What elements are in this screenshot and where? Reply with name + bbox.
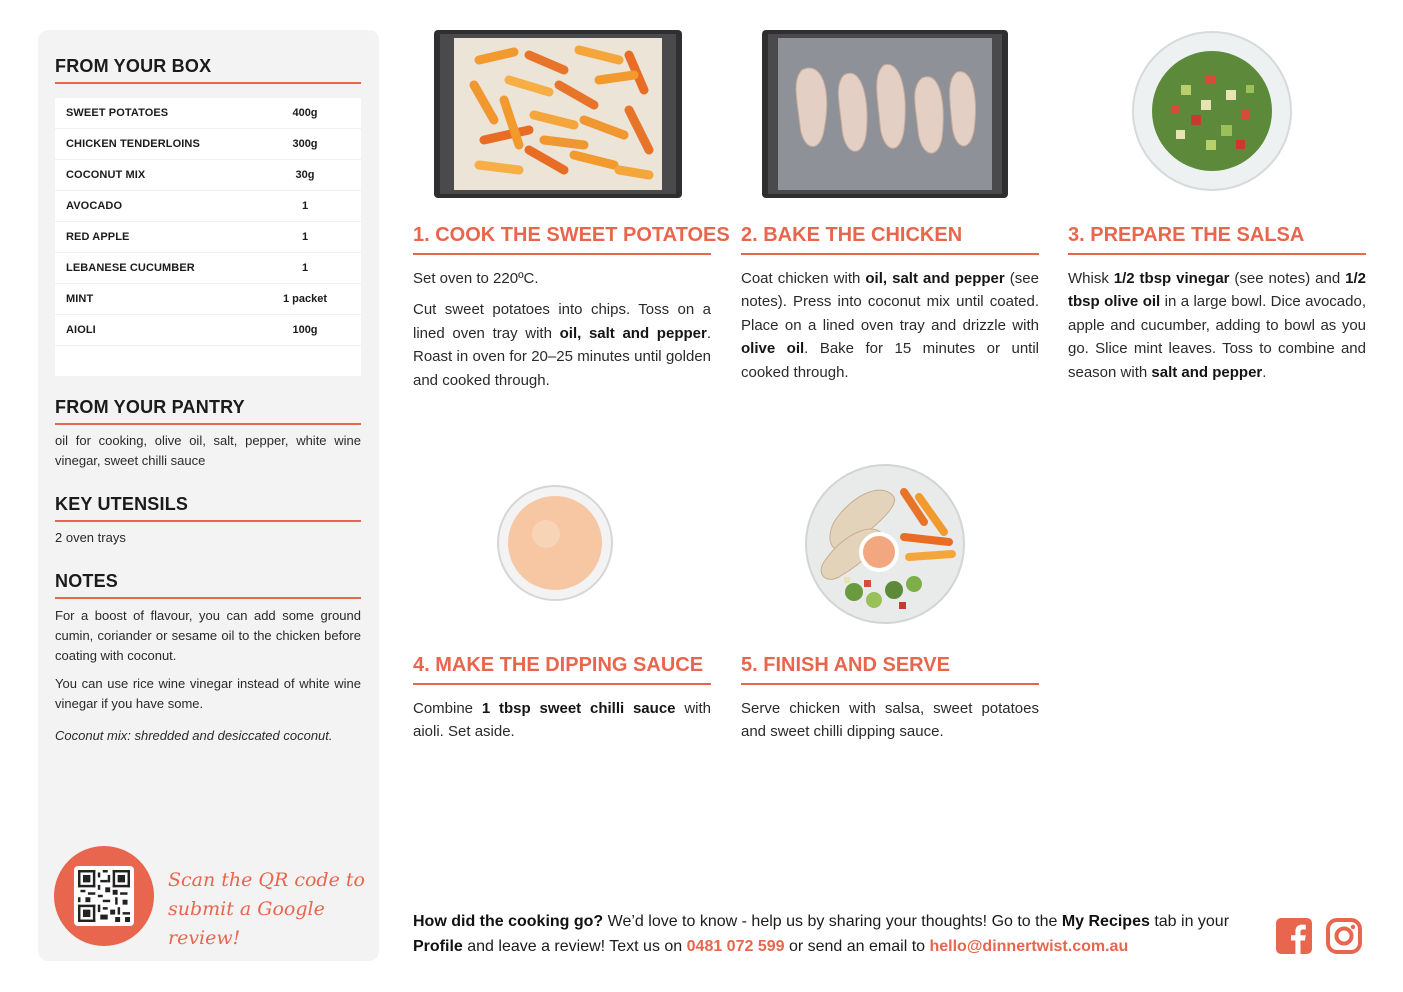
finished-plate-photo <box>804 462 966 626</box>
from-your-pantry-title: FROM YOUR PANTRY <box>55 397 245 417</box>
ingredient-name: LEBANESE CUCUMBER <box>66 262 195 274</box>
step-1-title: 1. COOK THE SWEET POTATOES <box>413 224 730 246</box>
step-3-title: 3. PREPARE THE SALSA <box>1068 224 1305 246</box>
ingredient-qty: 1 <box>301 200 309 212</box>
step-5-text <box>741 697 1039 752</box>
table-row <box>55 222 361 253</box>
salsa-bowl-photo <box>1131 30 1293 192</box>
divider <box>413 253 711 255</box>
step-1-text <box>413 267 711 400</box>
step-4-text <box>413 697 711 752</box>
step-3-text <box>1068 267 1366 392</box>
divider <box>55 520 361 522</box>
step-paragraph: Combine 1 tbsp sweet chilli sauce with aioli. Set aside. <box>413 700 711 741</box>
ingredient-name: COCONUT MIX <box>66 169 146 181</box>
chicken-tray-photo <box>762 30 1008 198</box>
dipping-sauce-photo <box>496 484 614 602</box>
divider <box>741 683 1039 685</box>
ingredient-qty: 100g <box>292 324 318 336</box>
qr-caption <box>168 866 368 953</box>
review-footer: How did the cooking go? We’d love to know - help us by sharing your thoughts! Go to the My Recipes tab in your Profile and leave a review! Text us on 0481 072 599 or send an email to hello@dinnertwist.com.au <box>413 913 1230 955</box>
divider <box>741 253 1039 255</box>
table-row <box>55 253 361 284</box>
facebook-icon[interactable] <box>1276 918 1312 954</box>
step-5-title: 5. FINISH AND SERVE <box>741 654 950 676</box>
notes-title: NOTES <box>55 571 119 591</box>
ingredient-name: SWEET POTATOES <box>66 107 169 119</box>
step-paragraph: Serve chicken with salsa, sweet potatoes and sweet chilli dipping sauce. <box>741 700 1039 741</box>
notes-text <box>55 606 361 754</box>
table-row <box>55 160 361 191</box>
step-2-title: 2. BAKE THE CHICKEN <box>741 224 963 246</box>
note-paragraph: You can use rice wine vinegar instead of white wine vinegar if you have some. <box>55 676 361 711</box>
table-row <box>55 191 361 222</box>
profile-link: Profile <box>413 938 463 955</box>
step-paragraph: Whisk 1/2 tbsp vinegar (see notes) and 1/2 tbsp olive oil in a large bowl. Dice avocado, apple and cucumber, adding to bowl as you go. Slice mint leaves. Toss to combine and season with salt and pepper. <box>1068 270 1366 381</box>
divider <box>1068 253 1366 255</box>
qr-code[interactable] <box>74 866 134 926</box>
qr-code-icon <box>78 870 130 922</box>
note-paragraph: For a boost of flavour, you can add some ground cumin, coriander or sesame oil to the chicken before coating with coconut. <box>55 608 361 663</box>
qr-caption-line: submit a Google review! <box>168 898 325 949</box>
ingredient-name: MINT <box>66 293 94 305</box>
ingredient-qty: 1 <box>301 262 309 274</box>
step-paragraph: Cut sweet potatoes into chips. Toss on a lined oven tray with oil, salt and pepper. Roast in oven for 20–25 minutes until golden and cooked through. <box>413 301 711 389</box>
footer-question: How did the cooking go? <box>413 913 604 930</box>
ingredient-qty: 1 packet <box>282 293 328 305</box>
note-paragraph: Coconut mix: shredded and desiccated coconut. <box>55 728 333 743</box>
ingredients-sidebar <box>38 30 379 961</box>
key-utensils-title: KEY UTENSILS <box>55 494 189 514</box>
divider <box>55 423 361 425</box>
table-row <box>55 315 361 346</box>
divider <box>413 683 711 685</box>
divider <box>55 597 361 599</box>
ingredient-name: AIOLI <box>66 324 96 336</box>
qr-caption-line: Scan the QR code to <box>168 869 365 891</box>
pantry-text: oil for cooking, olive oil, salt, pepper, white wine vinegar, sweet chilli sauce <box>55 433 361 468</box>
email-link[interactable]: hello@dinnertwist.com.au <box>929 938 1129 955</box>
ingredient-name: AVOCADO <box>66 200 123 212</box>
step-paragraph: Coat chicken with oil, salt and pepper (see notes). Press into coconut mix until coated. Place on a lined oven tray and drizzle with olive oil. Bake for 15 minutes or until cooked through. <box>741 270 1039 381</box>
qr-badge <box>54 846 154 946</box>
ingredient-name: RED APPLE <box>66 231 130 243</box>
divider <box>55 82 361 84</box>
phone-link[interactable]: 0481 072 599 <box>686 938 785 955</box>
ingredient-qty: 30g <box>295 169 315 181</box>
step-paragraph: Set oven to 220ºC. <box>413 270 539 287</box>
ingredient-qty: 1 <box>301 231 309 243</box>
ingredient-qty: 400g <box>292 107 318 119</box>
step-4-title: 4. MAKE THE DIPPING SAUCE <box>413 654 704 676</box>
ingredient-qty: 300g <box>292 138 318 150</box>
table-row <box>55 284 361 315</box>
sweet-potatoes-photo <box>434 30 682 198</box>
table-row <box>55 129 361 160</box>
utensils-text: 2 oven trays <box>55 530 126 545</box>
table-row <box>55 98 361 129</box>
ingredients-table <box>55 98 361 376</box>
step-2-text <box>741 267 1039 392</box>
ingredient-name: CHICKEN TENDERLOINS <box>66 138 200 150</box>
from-your-box-title: FROM YOUR BOX <box>55 56 212 76</box>
my-recipes-link: My Recipes <box>1061 913 1150 930</box>
instagram-icon[interactable] <box>1326 918 1362 954</box>
